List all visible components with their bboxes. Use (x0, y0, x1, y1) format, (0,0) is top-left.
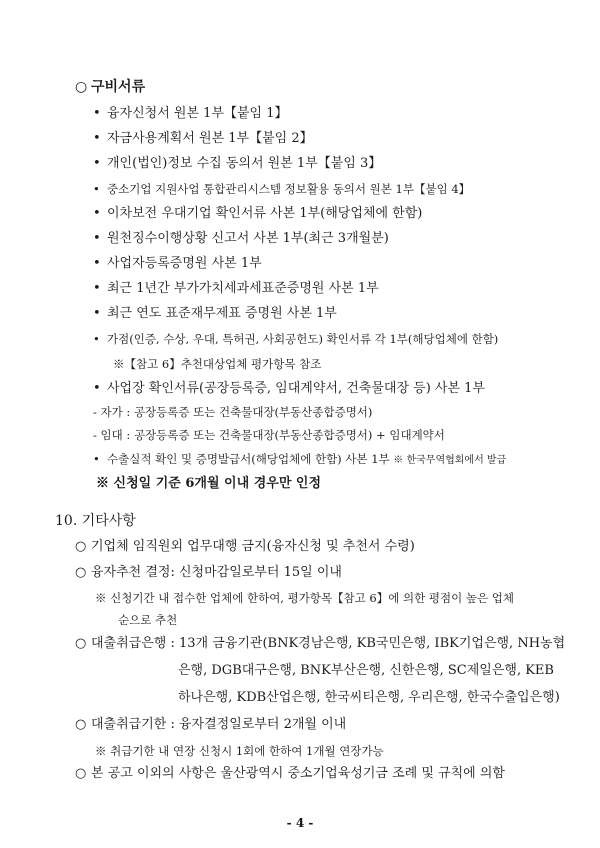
etc-item-cont: 은행, DGB대구은행, BNK부산은행, 신한은행, SC제일은행, KEB (178, 663, 554, 678)
doc-item (93, 281, 379, 297)
export-note: ※ 한국무역협회에서 발급 (393, 455, 507, 466)
doc-item (93, 131, 313, 147)
validity-note: ※ 신청일 기준 6개월 이내 경우만 인정 (96, 476, 322, 491)
doc-item-text: 개인(법인)정보 수집 동의서 원본 1부【붙임 3】 (107, 156, 382, 171)
circle-marker: ○ (75, 565, 87, 580)
heading-text: 구비서류 (91, 79, 146, 95)
leased-sub-item: - 임대 : 공장등록증 또는 건축물대장(부동산종합증명서) + 임대계약서 (93, 428, 445, 442)
section10-heading: 10. 기타사항 (55, 513, 136, 529)
doc-item (93, 156, 381, 172)
bullet-icon: • (93, 381, 101, 396)
etc-item-text: 본 공고 이외의 사항은 울산광역시 중소기업육성기금 조례 및 규칙에 의함 (91, 766, 505, 781)
doc-item-text: 가점(인증, 수상, 우대, 특허권, 사회공헌도) 확인서류 각 1부(해당업체에 한함) (107, 332, 499, 346)
doc-item-text: 융자신청서 원본 1부【붙임 1】 (107, 106, 288, 121)
etc-note: ※ 신청기간 내 접수한 업체에 한하여, 평가항목【참고 6】에 의한 평점이 높은 업체 (95, 591, 514, 605)
bullet-icon: • (93, 281, 101, 296)
doc-item-text: 최근 연도 표준재무제표 증명원 사본 1부 (107, 306, 337, 321)
bullet-icon: • (93, 206, 101, 221)
etc-item (75, 565, 342, 581)
bullet-icon: • (93, 452, 100, 466)
circle-marker: ○ (75, 79, 88, 95)
doc-item (93, 451, 506, 469)
bullet-icon: • (93, 182, 100, 196)
etc-item-text: 기업체 임직원외 업무대행 금지(융자신청 및 추천서 수령) (91, 539, 415, 554)
etc-note: ※ 취급기한 내 연장 신청시 1회에 한하여 1개월 연장가능 (95, 744, 384, 758)
doc-item (93, 381, 485, 397)
etc-item (75, 636, 565, 652)
circle-marker: ○ (75, 766, 87, 781)
etc-item-cont: 하나은행, KDB산업은행, 한국씨티은행, 우리은행, 한국수출입은행) (178, 690, 560, 705)
etc-item (75, 766, 505, 782)
doc-item-text: 원천징수이행상황 신고서 사본 1부(최근 3개월분) (107, 231, 389, 246)
doc-item-text: 자금사용계획서 원본 1부【붙임 2】 (107, 131, 313, 146)
doc-item (93, 231, 389, 247)
doc-item (93, 181, 470, 197)
ref6-note: ※【참고 6】추천대상업체 평가항목 참조 (113, 357, 322, 371)
etc-note-cont: 순으로 추천 (118, 613, 178, 627)
circle-marker: ○ (75, 636, 87, 651)
doc-item (93, 206, 422, 222)
bullet-icon: • (93, 256, 101, 271)
doc-item (93, 331, 498, 347)
doc-item-text: 수출실적 확인 및 증명발급서(해당업체에 한함) 사본 1부 (107, 452, 390, 466)
owned-sub-item: - 자가 : 공장등록증 또는 건축물대장(부동산종합증명서) (93, 405, 373, 419)
etc-item-text: 대출취급기한 : 융자결정일로부터 2개월 이내 (91, 717, 347, 732)
bullet-icon: • (93, 231, 101, 246)
bullet-icon: • (93, 332, 100, 346)
etc-item (75, 717, 346, 733)
bullet-icon: • (93, 106, 101, 121)
etc-item (75, 539, 415, 555)
doc-item-text: 최근 1년간 부가가치세과세표준증명원 사본 1부 (107, 281, 379, 296)
bullet-icon: • (93, 306, 101, 321)
bullet-icon: • (93, 131, 101, 146)
etc-item-text: 융자추천 결정: 신청마감일로부터 15일 이내 (91, 565, 342, 580)
doc-item-text: 이차보전 우대기업 확인서류 사본 1부(해당업체에 한함) (107, 206, 423, 221)
etc-item-text: 대출취급은행 : 13개 금융기관(BNK경남은행, KB국민은행, IBK기업은행, NH농협 (91, 636, 566, 651)
doc-item (93, 256, 262, 272)
doc-item (93, 306, 337, 322)
circle-marker: ○ (75, 717, 87, 732)
circle-marker: ○ (75, 539, 87, 554)
bullet-icon: • (93, 156, 101, 171)
doc-item-text: 중소기업 지원사업 통합관리시스템 정보활용 동의서 원본 1부【붙임 4】 (107, 182, 471, 196)
page-number: - 4 - (286, 816, 314, 830)
required-docs-heading (75, 79, 145, 95)
doc-item-text: 사업장 확인서류(공장등록증, 임대계약서, 건축물대장 등) 사본 1부 (107, 381, 485, 396)
doc-item (93, 106, 288, 122)
doc-item-text: 사업자등록증명원 사본 1부 (107, 256, 262, 271)
